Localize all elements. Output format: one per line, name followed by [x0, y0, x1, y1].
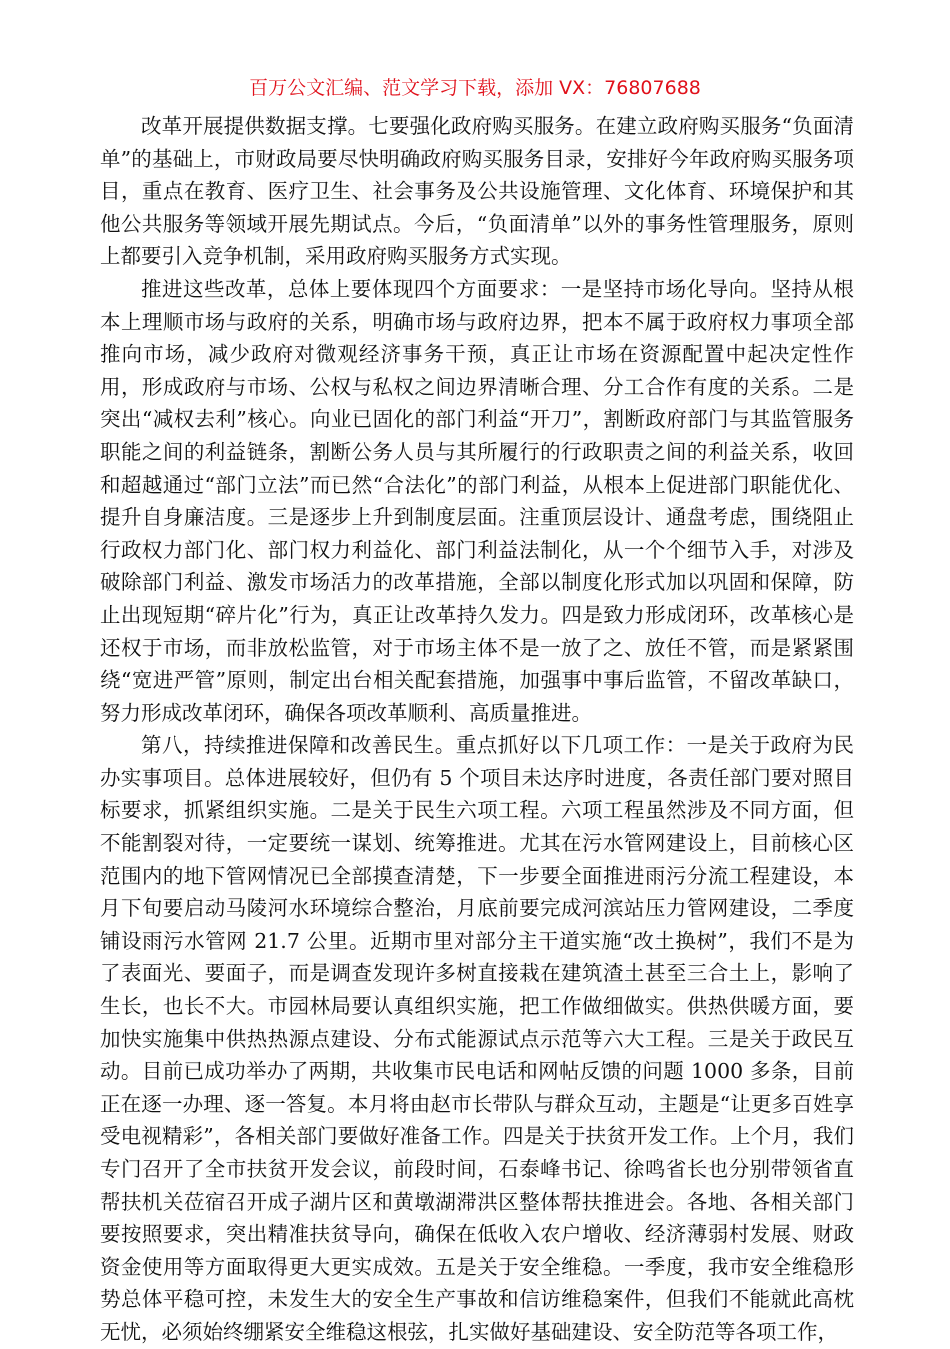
watermark-header: 百万公文汇编、范文学习下载，添加 VX：76807688: [249, 77, 701, 99]
paragraph: 改革开展提供数据支撑。七要强化政府购买服务。在建立政府购买服务“负面清单”的基础上，市财政局要尽快明确政府购买服务目录，安排好今年政府购买服务项目，重点在教育、医疗卫生、社会事务及公共设施管理、文化体育、环境保护和其他公共服务等领域开展先期试点。今后，“负面清单”以外的事务性管理服务，原则上都要引入竞争机制，采用政府购买服务方式实现。: [100, 114, 854, 269]
paragraph: 推进这些改革，总体上要体现四个方面要求：一是坚持市场化导向。坚持从根本上理顺市场与政府的关系，明确市场与政府边界，把本不属于政府权力事项全部推向市场，减少政府对微观经济事务干预，真正让市场在资源配置中起决定性作用，形成政府与市场、公权与私权之间边界清晰合理、分工合作有度的关系。二是突出“减权去利”核心。向业已固化的部门利益“开刀”，割断政府部门与其监管服务职能之间的利益链条，割断公务人员与其所履行的行政职责之间的利益关系，收回和超越通过“部门立法”而已然“合法化”的部门利益，从根本上促进部门职能优化、提升自身廉洁度。三是逐步上升到制度层面。注重顶层设计、通盘考虑，围绕阻止行政权力部门化、部门权力利益化、部门利益法制化，从一个个细节入手，对涉及破除部门利益、激发市场活力的改革措施，全部以制度化形式加以巩固和保障，防止出现短期“碎片化”行为，真正让改革持久发力。四是致力形成闭环，改革核心是还权于市场，而非放松监管，对于市场主体不是一放了之、放任不管，而是紧紧围绕“宽进严管”原则，制定出台相关配套措施，加强事中事后监管，不留改革缺口，努力形成改革闭环，确保各项改革顺利、高质量推进。: [100, 276, 854, 725]
document-body: [100, 110, 854, 1349]
paragraph: 第八，持续推进保障和改善民生。重点抓好以下几项工作：一是关于政府为民办实事项目。总体进展较好，但仍有 5 个项目未达序时进度，各责任部门要对照目标要求，抓紧组织实施。二是关于民生六项工程。六项工程虽然涉及不同方面，但不能割裂对待，一定要统一谋划、统筹推进。尤其在污水管网建设上，目前核心区范围内的地下管网情况已全部摸查清楚，下一步要全面推进雨污分流工程建设，本月下旬要启动马陵河水环境综合整治，月底前要完成河滨站压力管网建设，二季度铺设雨污水管网 21.7 公里。近期市里对部分主干道实施“改土换树”，我们不是为了表面光、要面子，而是调查发现许多树直接栽在建筑渣土甚至三合土上，影响了生长，也长不大。市园林局要认真组织实施，把工作做细做实。供热供暖方面，要加快实施集中供热热源点建设、分布式能源试点示范等六大工程。三是关于政民互动。目前已成功举办了两期，共收集市民电话和网帖反馈的问题 1000 多条，目前正在逐一办理、逐一答复。本月将由赵市长带队与群众互动，主题是“让更多百姓享受电视精彩”，各相关部门要做好准备工作。四是关于扶贫开发工作。上个月，我们专门召开了全市扶贫开发会议，前段时间，石泰峰书记、徐鸣省长也分别带领省直帮扶机关莅宿召开成子湖片区和黄墩湖滞洪区整体帮扶推进会。各地、各相关部门要按照要求，突出精准扶贫导向，确保在低收入农户增收、经济薄弱村发展、财政资金使用等方面取得更大更实成效。五是关于安全维稳。一季度，我市安全维稳形势总体平稳可控，未发生大的安全生产事故和信访维稳案件，但我们不能就此高枕无忧，必须始终绷紧安全维稳这根弦，扎实做好基础建设、安全防范等各项工作，: [100, 733, 854, 1344]
